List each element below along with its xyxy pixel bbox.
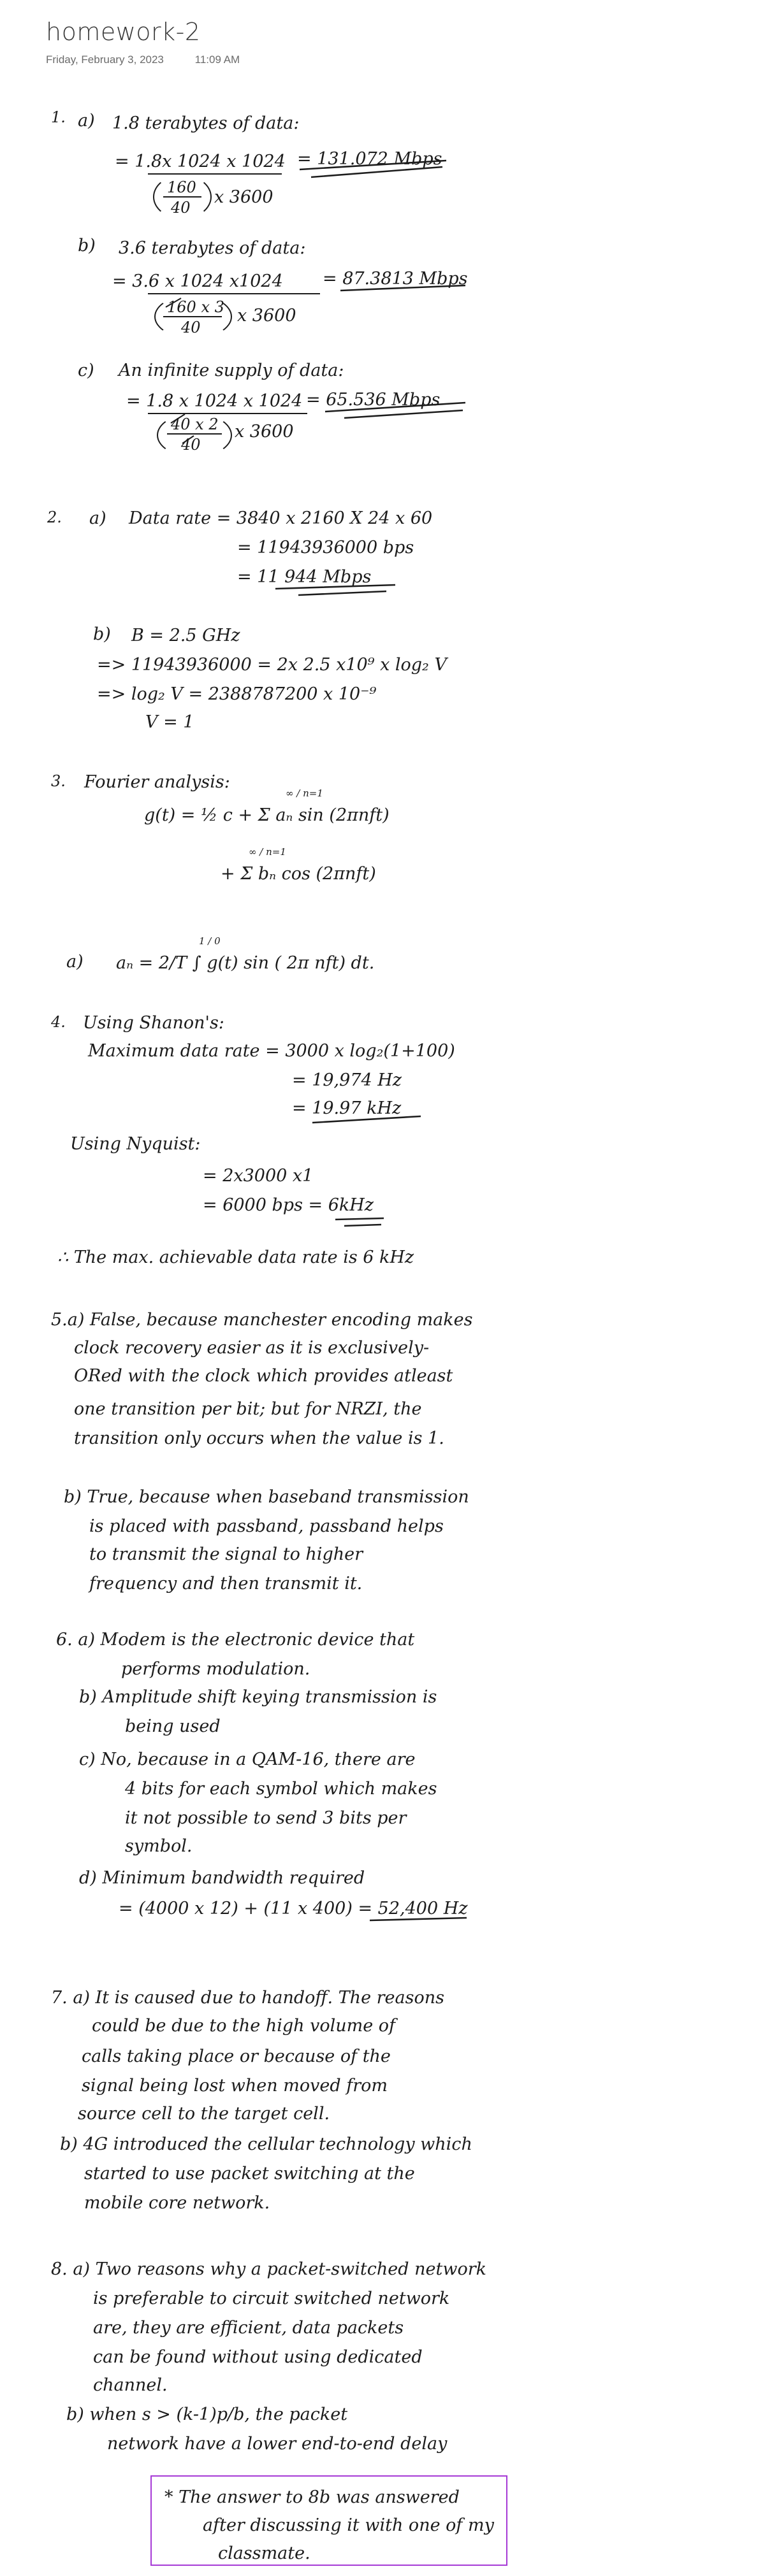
q3-line2: + Σ bₙ cos (2πnft)	[221, 864, 376, 884]
q1b-strike	[166, 298, 181, 307]
q5a-line-1: clock recovery easier as it is exclusively-	[74, 1338, 430, 1358]
q1b-den-den: 40	[181, 319, 201, 336]
q6c-line-1: 4 bits for each symbol which makes	[125, 1779, 437, 1799]
q6c-line-0: c) No, because in a QAM-16, there are	[79, 1750, 416, 1769]
q3-number: 3.	[51, 772, 66, 790]
q3a-limits: 1 / 0	[199, 935, 221, 947]
q5b-line-3: frequency and then transmit it.	[89, 1574, 363, 1594]
q1-number: 1.	[51, 108, 66, 126]
note-line-0: * The answer to 8b was answered	[164, 2487, 460, 2507]
q8a-line-3: can be found without using dedicated	[93, 2347, 423, 2367]
q5b-line-0: b) True, because when baseband transmission	[64, 1487, 469, 1507]
q1c-result-underline	[325, 403, 465, 418]
q2b-line3: => log₂ V = 2388787200 x 10⁻⁹	[97, 684, 377, 704]
q1c-result: = 65.536 Mbps	[306, 390, 441, 410]
q1b-result-underline	[340, 285, 465, 291]
q7a-line-4: source cell to the target cell.	[78, 2104, 330, 2124]
page-time: 11:09 AM	[194, 54, 240, 66]
q7b-line-2: mobile core network.	[84, 2193, 270, 2213]
q1c-den-den: 40	[181, 436, 201, 454]
q1c-den-mult: x 3600	[235, 422, 294, 442]
q4-result-underline	[312, 1116, 421, 1123]
q2b-line1: B = 2.5 GHz	[131, 626, 240, 645]
q7a-line-0: 7. a) It is caused due to handoff. The reasons	[51, 1988, 444, 2008]
q8b-line-1: network have a lower end-to-end delay	[107, 2434, 448, 2454]
q7b-line-0: b) 4G introduced the cellular technology which	[60, 2134, 472, 2154]
q1a-numerator: = 1.8x 1024 x 1024	[115, 152, 286, 171]
q7a-line-3: signal being lost when moved from	[82, 2076, 388, 2096]
q1a-den-den: 40	[171, 199, 191, 217]
q7b-line-1: started to use packet switching at the	[84, 2164, 415, 2184]
q2a-line1: Data rate = 3840 x 2160 X 24 x 60	[129, 508, 433, 528]
q1a-result: = 131.072 Mbps	[297, 149, 442, 169]
q8a-line-1: is preferable to circuit switched network	[93, 2289, 450, 2308]
q1b-den-mult: x 3600	[237, 306, 296, 326]
page-title: homework-2	[46, 18, 201, 46]
q1b-result: = 87.3813 Mbps	[323, 269, 468, 289]
q6c-line-3: symbol.	[125, 1836, 193, 1856]
q8a-line-0: 8. a) Two reasons why a packet-switched network	[51, 2259, 486, 2279]
q3-line1: g(t) = ½ c + Σ aₙ sin (2πnft)	[144, 805, 390, 825]
q5a-line-3: one transition per bit; but for NRZI, the	[74, 1399, 422, 1419]
q1c-strike	[171, 414, 194, 443]
note-line-1: after discussing it with one of my	[203, 2515, 494, 2535]
q5a-line-2: ORed with the clock which provides atleast	[74, 1366, 453, 1386]
q2-number: 2.	[47, 508, 62, 526]
q8a-line-4: channel.	[93, 2375, 168, 2395]
q3-sum1-limits: ∞ / n=1	[286, 788, 323, 799]
q2b-line4: V = 1	[145, 712, 194, 732]
q6d-result-underline	[370, 1918, 467, 1920]
q6a-line-0: 6. a) Modem is the electronic device that	[56, 1630, 415, 1650]
q6c-line-2: it not possible to send 3 bits per	[125, 1808, 407, 1828]
q3a-label: a)	[66, 952, 84, 972]
q2a-line3: = 11 944 Mbps	[237, 567, 372, 587]
q2b-label: b)	[93, 624, 111, 644]
q2a-line2: = 11943936000 bps	[237, 538, 414, 558]
q1a-result-underline	[300, 161, 446, 177]
q7a-line-2: calls taking place or because of the	[82, 2047, 391, 2066]
q1a-den-mult: x 3600	[214, 187, 273, 207]
q1c-label: c)	[78, 361, 94, 380]
q1a-label: a)	[78, 111, 95, 131]
q1b-label: b)	[78, 236, 96, 255]
q4-line5: Using Nyquist:	[70, 1134, 201, 1154]
q5a-line-4: transition only occurs when the value is 1.	[74, 1428, 444, 1448]
q1b-line1: 3.6 terabytes of data:	[119, 238, 306, 258]
q4-line3: = 19,974 Hz	[292, 1070, 402, 1090]
q3-sum2-limits: ∞ / n=1	[249, 846, 286, 858]
q1a-den-num: 160	[167, 178, 196, 196]
q5b-line-1: is placed with passband, passband helps	[89, 1516, 444, 1536]
q1b-numerator: = 3.6 x 1024 x1024	[112, 271, 283, 291]
q2b-line2: => 11943936000 = 2x 2.5 x10⁹ x log₂ V	[97, 655, 447, 675]
page-date: Friday, February 3, 2023	[46, 54, 164, 66]
q1a-line1: 1.8 terabytes of data:	[112, 113, 300, 133]
q3-intro: Fourier analysis:	[84, 772, 230, 792]
q4-conclusion: ∴ The max. achievable data rate is 6 kHz	[57, 1248, 414, 1267]
q3a-line: aₙ = 2/T ∫ g(t) sin ( 2π nft) dt.	[116, 953, 375, 973]
q6d-line-0: d) Minimum bandwidth required	[79, 1868, 365, 1888]
q1b-den-num: 160 x 3	[167, 298, 224, 316]
q2a-label: a)	[89, 508, 106, 528]
q8b-line-0: b) when s > (k-1)p/b, the packet	[66, 2405, 348, 2424]
q6d-line-1: = (4000 x 12) + (11 x 400) = 52,400 Hz	[119, 1899, 468, 1918]
q4-line7: = 6000 bps = 6kHz	[203, 1195, 374, 1215]
q5a-line-0: 5.a) False, because manchester encoding makes	[51, 1310, 473, 1330]
q5b-line-2: to transmit the signal to higher	[89, 1544, 363, 1564]
q4-nyquist-underline	[335, 1218, 384, 1226]
q4-line6: = 2x3000 x1	[203, 1166, 314, 1186]
q8a-line-2: are, they are efficient, data packets	[93, 2318, 404, 2338]
q6b-line-0: b) Amplitude shift keying transmission is	[79, 1687, 437, 1707]
q4-number: 4.	[51, 1013, 66, 1031]
q1c-numerator: = 1.8 x 1024 x 1024	[126, 391, 303, 411]
q4-line1: Using Shanon's:	[83, 1013, 224, 1033]
q4-line2: Maximum data rate = 3000 x log₂(1+100)	[88, 1041, 455, 1061]
q2a-result-underline	[275, 585, 395, 595]
q6b-line-1: being used	[125, 1716, 221, 1736]
note-line-2: classmate.	[218, 2544, 310, 2563]
q4-line4: = 19.97 kHz	[292, 1098, 402, 1118]
q6a-line-1: performs modulation.	[121, 1659, 310, 1679]
q7a-line-1: could be due to the high volume of	[92, 2016, 396, 2036]
q1c-line1: An infinite supply of data:	[119, 361, 344, 380]
q1c-den-num: 40 x 2	[171, 415, 219, 433]
